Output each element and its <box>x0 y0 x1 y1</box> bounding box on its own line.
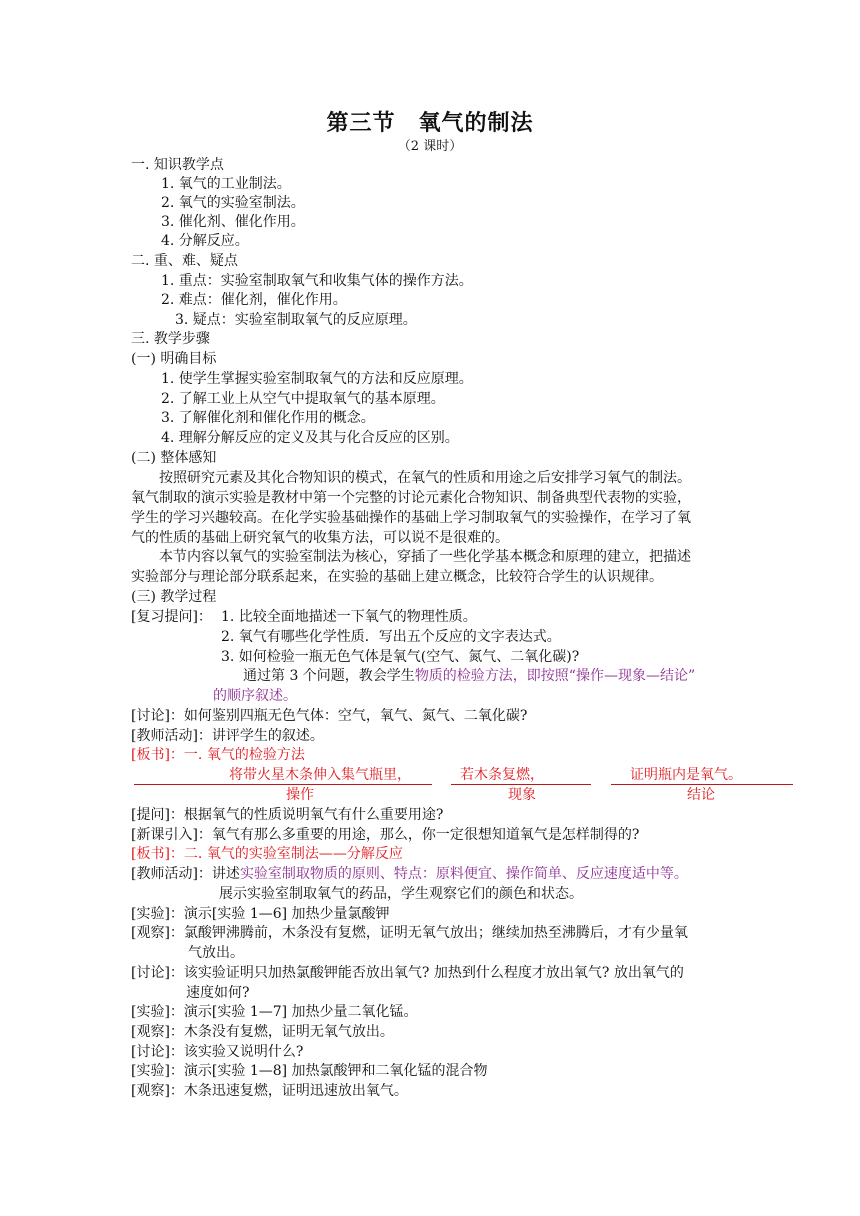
observation-line: 气放出。 <box>188 945 244 961</box>
paragraph-line: 本节内容以氧气的实验室制法为核心，穿插了一些化学基本概念和原理的建立，把描述 <box>159 549 691 565</box>
label-operation: 操作 <box>286 787 314 803</box>
discussion-line: [讨论]：该实验又说明什么? <box>131 1044 304 1060</box>
list-item: 4. 理解分解反应的定义及其与化合反应的区别。 <box>161 430 459 446</box>
page-subtitle: （2 课时） <box>397 139 463 154</box>
list-item: 1. 使学生掌握实验室制取氧气的方法和反应原理。 <box>161 371 473 387</box>
highlight-text: 物质的检验方法，即按照“操作—现象—结论” <box>414 668 696 684</box>
list-item: 3. 催化剂、催化作用。 <box>161 214 305 230</box>
label-phenomenon: 现象 <box>508 787 536 803</box>
list-item: 2. 氧气的实验室制法。 <box>161 195 305 211</box>
experiment-line: [实验]：演示[实验 1—6] 加热少量氯酸钾 <box>131 906 390 922</box>
review-item: 2. 氧气有哪些化学性质．写出五个反应的文字表达式。 <box>221 629 561 645</box>
subsection-heading: (一) 明确目标 <box>131 351 217 367</box>
board-note: [板书]：二. 氧气的实验室制法——分解反应 <box>131 846 403 862</box>
paragraph-line: 实验部分与理论部分联系起来，在实验的基础上建立概念，比较符合学生的认识规律。 <box>131 569 663 585</box>
fill-phenomenon: 若木条复燃， <box>460 767 544 783</box>
list-item: 2. 难点：催化剂，催化作用。 <box>161 292 347 308</box>
highlight-text: 的顺序叙述。 <box>213 688 297 704</box>
fill-conclusion: 证明瓶内是氧气。 <box>630 767 742 783</box>
question-line: [提问]：根据氧气的性质说明氧气有什么重要用途? <box>131 807 444 823</box>
page-title: 第三节 氧气的制法 <box>326 111 534 136</box>
intro-line: [新课引入]：氧气有那么多重要的用途，那么，你一定很想知道氧气是怎样制得的? <box>131 827 640 843</box>
observation-line: [观察]：氯酸钾沸腾前，木条没有复燃，证明无氧气放出；继续加热至沸腾后，才有少量氧 <box>131 925 688 941</box>
board-note: [板书]：一. 氧气的检验方法 <box>131 747 305 763</box>
section-heading: 三. 教学步骤 <box>131 331 210 347</box>
list-item: 1. 氧气的工业制法。 <box>161 176 291 192</box>
review-item: 1. 比较全面地描述一下氧气的物理性质。 <box>221 609 477 625</box>
paragraph-line: 学生的学习兴趣较高。在化学实验基础操作的基础上学习制取氧气的实验操作，在学习了氧 <box>131 510 691 526</box>
paragraph-line: 气的性质的基础上研究氧气的收集方法，可以说不是很难的。 <box>131 530 509 546</box>
review-item: 3. 如何检验一瓶无色气体是氧气(空气、氮气、二氧化碳)? <box>221 649 580 665</box>
subsection-heading: (二) 整体感知 <box>131 450 217 466</box>
list-item: 2. 了解工业上从空气中提取氧气的基本原理。 <box>161 391 445 407</box>
section-heading: 一. 知识教学点 <box>131 157 224 173</box>
teacher-activity-line: [教师活动]：讲评学生的叙述。 <box>131 728 324 744</box>
teacher-activity-line: 展示实验室制取氧气的药品，学生观察它们的颜色和状态。 <box>219 886 583 902</box>
list-item: 1. 重点：实验室制取氧气和收集气体的操作方法。 <box>161 273 473 289</box>
review-note: 通过第 3 个问题，教会学生物质的检验方法，即按照“操作—现象—结论” <box>243 668 696 684</box>
discussion-line: [讨论]：该实验证明只加热氯酸钾能否放出氧气? 加热到什么程度才放出氧气? 放出氧气的 <box>131 965 684 981</box>
highlight-text: 实验室制取物质的原则、特点：原料便宜、操作简单、反应速度适中等。 <box>239 866 688 882</box>
observation-line: [观察]：木条迅速复燃，证明迅速放出氧气。 <box>131 1083 408 1099</box>
paragraph-line: 按照研究元素及其化合物知识的模式，在氧气的性质和用途之后安排学习氧气的制法。 <box>159 470 691 486</box>
review-label: [复习提问]： <box>131 609 212 625</box>
experiment-line: [实验]：演示[实验 1—7] 加热少量二氧化锰。 <box>131 1004 418 1020</box>
section-heading: 二. 重、难、疑点 <box>131 253 238 269</box>
observation-line: [观察]：木条没有复燃，证明无氧气放出。 <box>131 1024 394 1040</box>
experiment-line: [实验]：演示[实验 1—8] 加热氯酸钾和二氧化锰的混合物 <box>131 1063 488 1079</box>
list-item: 4. 分解反应。 <box>161 233 249 249</box>
discussion-line: 速度如何? <box>186 985 250 1001</box>
label-conclusion: 结论 <box>687 787 715 803</box>
teacher-activity-line: [教师活动]：讲述实验室制取物质的原则、特点：原料便宜、操作简单、反应速度适中等。 <box>131 866 688 882</box>
subsection-heading: (三) 教学过程 <box>131 589 217 605</box>
fill-operation: 将带火星木条伸入集气瓶里， <box>229 767 411 783</box>
paragraph-line: 氧气制取的演示实验是教材中第一个完整的讨论元素化合物知识、制备典型代表物的实验， <box>131 490 691 506</box>
list-item: 3. 疑点：实验室制取氧气的反应原理。 <box>175 312 417 328</box>
discussion-line: [讨论]：如何鉴别四瓶无色气体：空气，氧气、氮气、二氧化碳? <box>131 708 528 724</box>
list-item: 3. 了解催化剂和催化作用的概念。 <box>161 410 375 426</box>
